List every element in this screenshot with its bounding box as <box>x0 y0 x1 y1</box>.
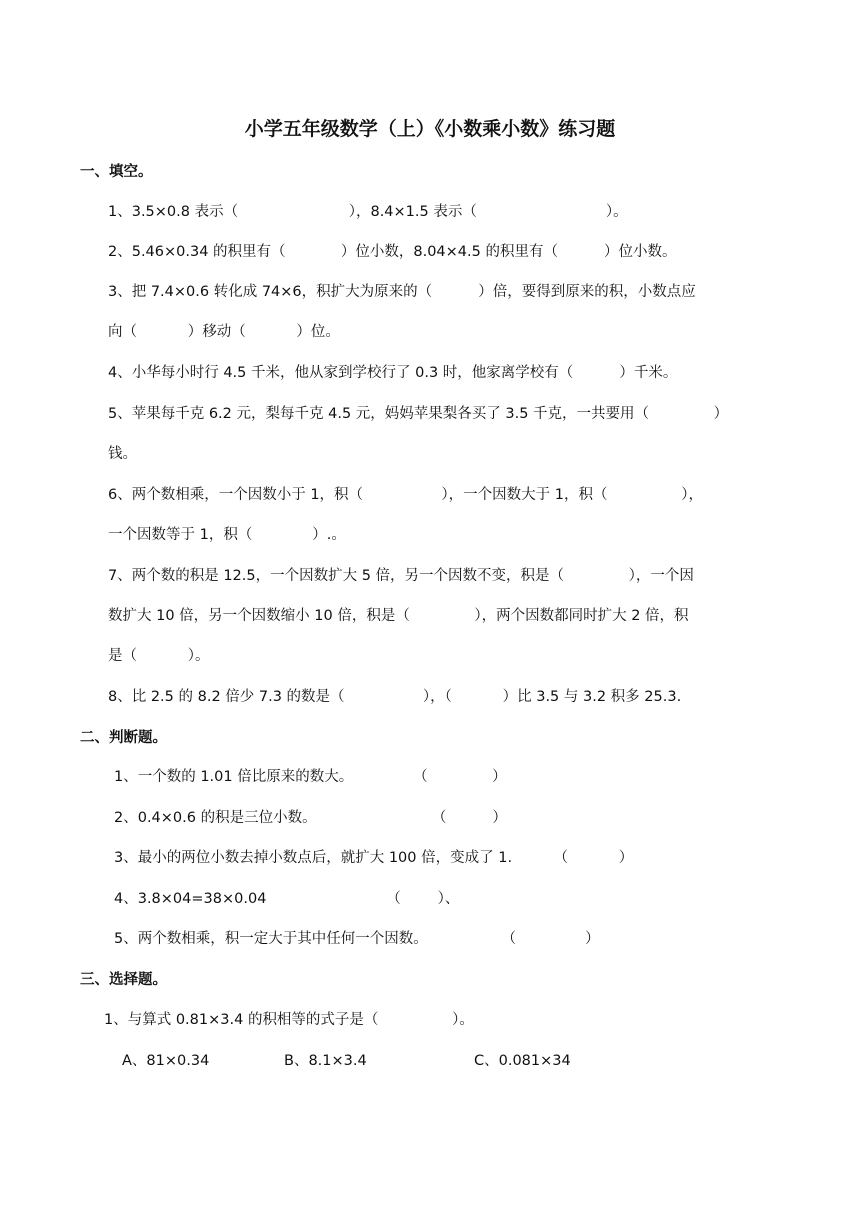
fill-question-line: 3、把 7.4×0.6 转化成 74×6，积扩大为原来的（ ）倍，要得到原来的积，小数点应 <box>108 284 696 300</box>
fill-question-line: 4、小华每小时行 4.5 千米，他从家到学校行了 0.3 时，他家离学校有（ ）千米。 <box>108 365 678 381</box>
fill-question-line: 钱。 <box>108 446 137 462</box>
fill-question-line: 6、两个数相乘，一个因数小于 1，积（ ），一个因数大于 1，积（ ）， <box>108 487 703 503</box>
fill-question-line: 是（ ）。 <box>108 648 210 664</box>
fill-question-line: 2、5.46×0.34 的积里有（ ）位小数，8.04×4.5 的积里有（ ）位小数。 <box>108 244 677 260</box>
choice-option-c: C、0.081×34 <box>474 1053 571 1069</box>
judge-question-line: 5、两个数相乘，积一定大于其中任何一个因数。 （ ） <box>114 931 600 947</box>
section-heading-choice: 三、选择题。 <box>80 972 167 988</box>
fill-question-line: 向（ ）移动（ ）位。 <box>108 324 340 340</box>
fill-question-line: 数扩大 10 倍，另一个因数缩小 10 倍，积是（ ），两个因数都同时扩大 2 倍，积 <box>108 608 689 624</box>
choice-question-line: 1、与算式 0.81×3.4 的积相等的式子是（ ）。 <box>104 1012 474 1028</box>
judge-question-line: 3、最小的两位小数去掉小数点后，就扩大 100 倍，变成了 1. （ ） <box>114 850 634 866</box>
judge-question-line: 2、0.4×0.6 的积是三位小数。 （ ） <box>114 810 507 826</box>
judge-question-line: 4、3.8×04=38×0.04 （ ）、 <box>114 891 460 907</box>
choice-option-b: B、8.1×3.4 <box>284 1053 367 1069</box>
fill-question-line: 1、3.5×0.8 表示（ ），8.4×1.5 表示（ ）。 <box>108 204 628 220</box>
section-heading-judge: 二、判断题。 <box>80 730 167 746</box>
fill-question-line: 8、比 2.5 的 8.2 倍少 7.3 的数是（ ），（ ）比 3.5 与 3.2 积多 25.3. <box>108 689 682 705</box>
page-title: 小学五年级数学（上）《小数乘小数》练习题 <box>244 118 616 140</box>
fill-question-line: 5、苹果每千克 6.2 元，梨每千克 4.5 元，妈妈苹果梨各买了 3.5 千克，一共要用（ ） <box>108 406 729 422</box>
choice-option-a: A、81×0.34 <box>122 1053 210 1069</box>
section-heading-fill: 一、填空。 <box>80 164 153 180</box>
fill-question-line: 7、两个数的积是 12.5，一个因数扩大 5 倍，另一个因数不变，积是（ ），一个因 <box>108 568 694 584</box>
judge-question-line: 1、一个数的 1.01 倍比原来的数大。 （ ） <box>114 769 507 785</box>
fill-question-line: 一个因数等于 1，积（ ）.。 <box>108 527 346 543</box>
